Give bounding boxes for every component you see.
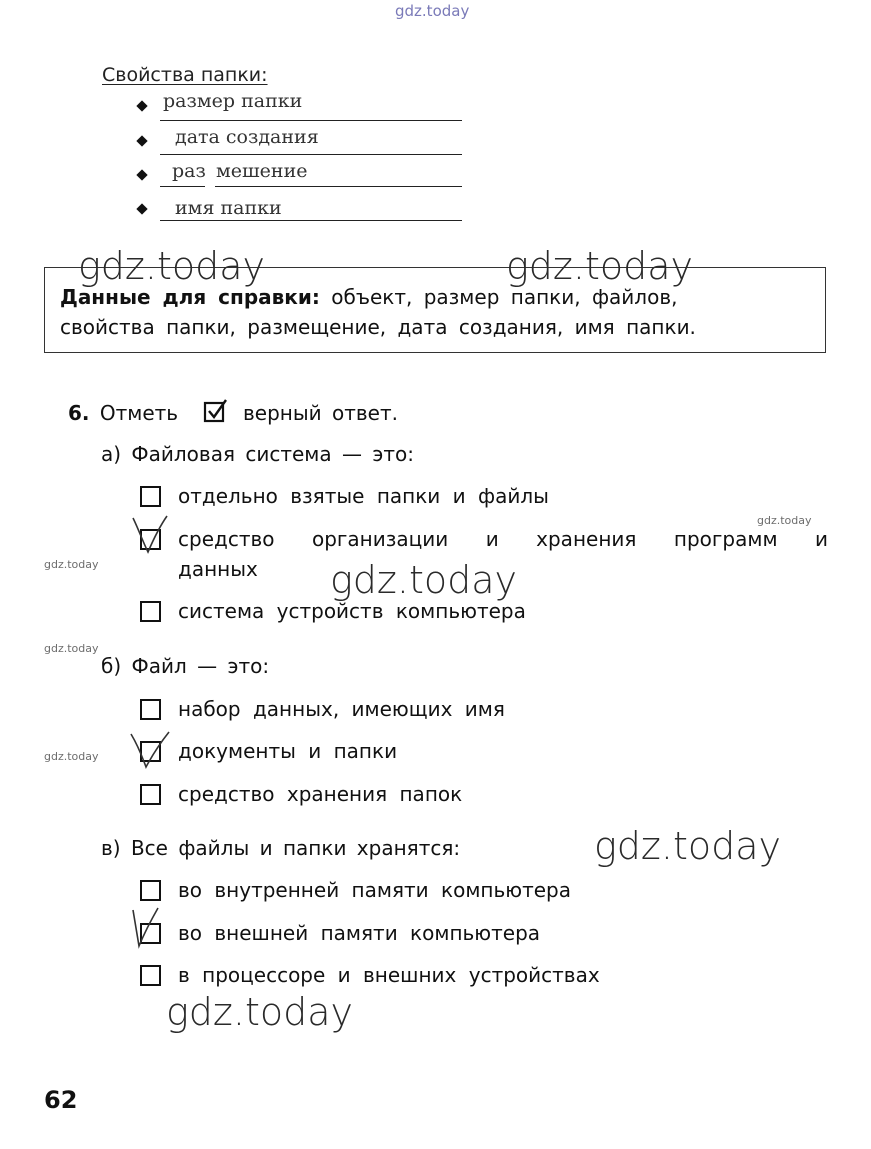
watermark: gdz.today xyxy=(506,244,693,288)
watermark-small: gdz.today xyxy=(44,642,99,655)
question-c: в) Все файлы и папки хранятся: xyxy=(101,836,461,860)
answer-date: дата создания xyxy=(175,126,319,148)
question-b: б) Файл — это: xyxy=(101,654,270,678)
question-a: а) Файловая система — это: xyxy=(101,442,414,466)
option-c1: во внутренней памяти компьютера xyxy=(178,878,572,902)
option-c2: во внешней памяти компьютера xyxy=(178,921,541,945)
option-b1: набор данных, имеющих имя xyxy=(178,697,505,721)
task-prompt-before: Отметь xyxy=(99,401,179,425)
watermark: gdz.today xyxy=(166,990,353,1034)
option-a2-line1: средство организации и хранения программ и xyxy=(178,527,828,551)
checkbox-a1[interactable] xyxy=(140,486,161,507)
option-a2-line2: данных xyxy=(178,557,258,581)
option-c3: в процессоре и внешних устройствах xyxy=(178,963,600,987)
bullet-icon xyxy=(136,203,147,214)
checkbox-c1[interactable] xyxy=(140,880,161,901)
watermark: gdz.today xyxy=(594,824,781,868)
bullet-icon xyxy=(136,100,147,111)
handwritten-check-icon xyxy=(127,730,173,770)
folder-props-title: Свойства папки: xyxy=(102,64,268,86)
checkbox-a3[interactable] xyxy=(140,601,161,622)
bullet-icon xyxy=(136,135,147,146)
task-6-heading xyxy=(68,401,178,425)
handwritten-check-icon xyxy=(128,904,162,950)
answer-location-part2: мешение xyxy=(216,160,308,182)
option-a3: система устройств компьютера xyxy=(178,599,526,623)
answer-line xyxy=(215,186,462,187)
checked-box-icon xyxy=(203,398,229,424)
option-b3: средство хранения папок xyxy=(178,782,463,806)
task-prompt-after: верный ответ. xyxy=(243,401,398,425)
watermark-small: gdz.today xyxy=(44,558,99,571)
answer-name: имя папки xyxy=(175,197,282,219)
watermark-small: gdz.today xyxy=(44,750,99,763)
watermark: gdz.today xyxy=(78,244,265,288)
handwritten-check-icon xyxy=(130,512,170,556)
answer-location-part1: раз xyxy=(172,160,206,182)
watermark-top: gdz.today xyxy=(395,2,470,20)
option-a1: отдельно взятые папки и файлы xyxy=(178,484,549,508)
task-number: 6. xyxy=(68,401,90,425)
watermark: gdz.today xyxy=(330,558,517,602)
answer-size: размер папки xyxy=(163,90,303,112)
answer-line xyxy=(160,220,462,221)
watermark-small: gdz.today xyxy=(757,514,812,527)
answer-line xyxy=(160,186,205,187)
checkbox-c3[interactable] xyxy=(140,965,161,986)
reference-label: Данные для справки: xyxy=(60,285,320,309)
answer-line xyxy=(160,154,462,155)
page-number: 62 xyxy=(44,1086,78,1114)
reference-line-2: свойства папки, размещение, дата создания, имя папки. xyxy=(60,315,696,339)
option-b2: документы и папки xyxy=(178,739,398,763)
bullet-icon xyxy=(136,169,147,180)
reference-line-1-rest: объект, размер папки, файлов, xyxy=(331,285,678,309)
reference-line-1 xyxy=(60,285,677,309)
checkbox-b1[interactable] xyxy=(140,699,161,720)
answer-line xyxy=(160,120,462,121)
checkbox-b3[interactable] xyxy=(140,784,161,805)
